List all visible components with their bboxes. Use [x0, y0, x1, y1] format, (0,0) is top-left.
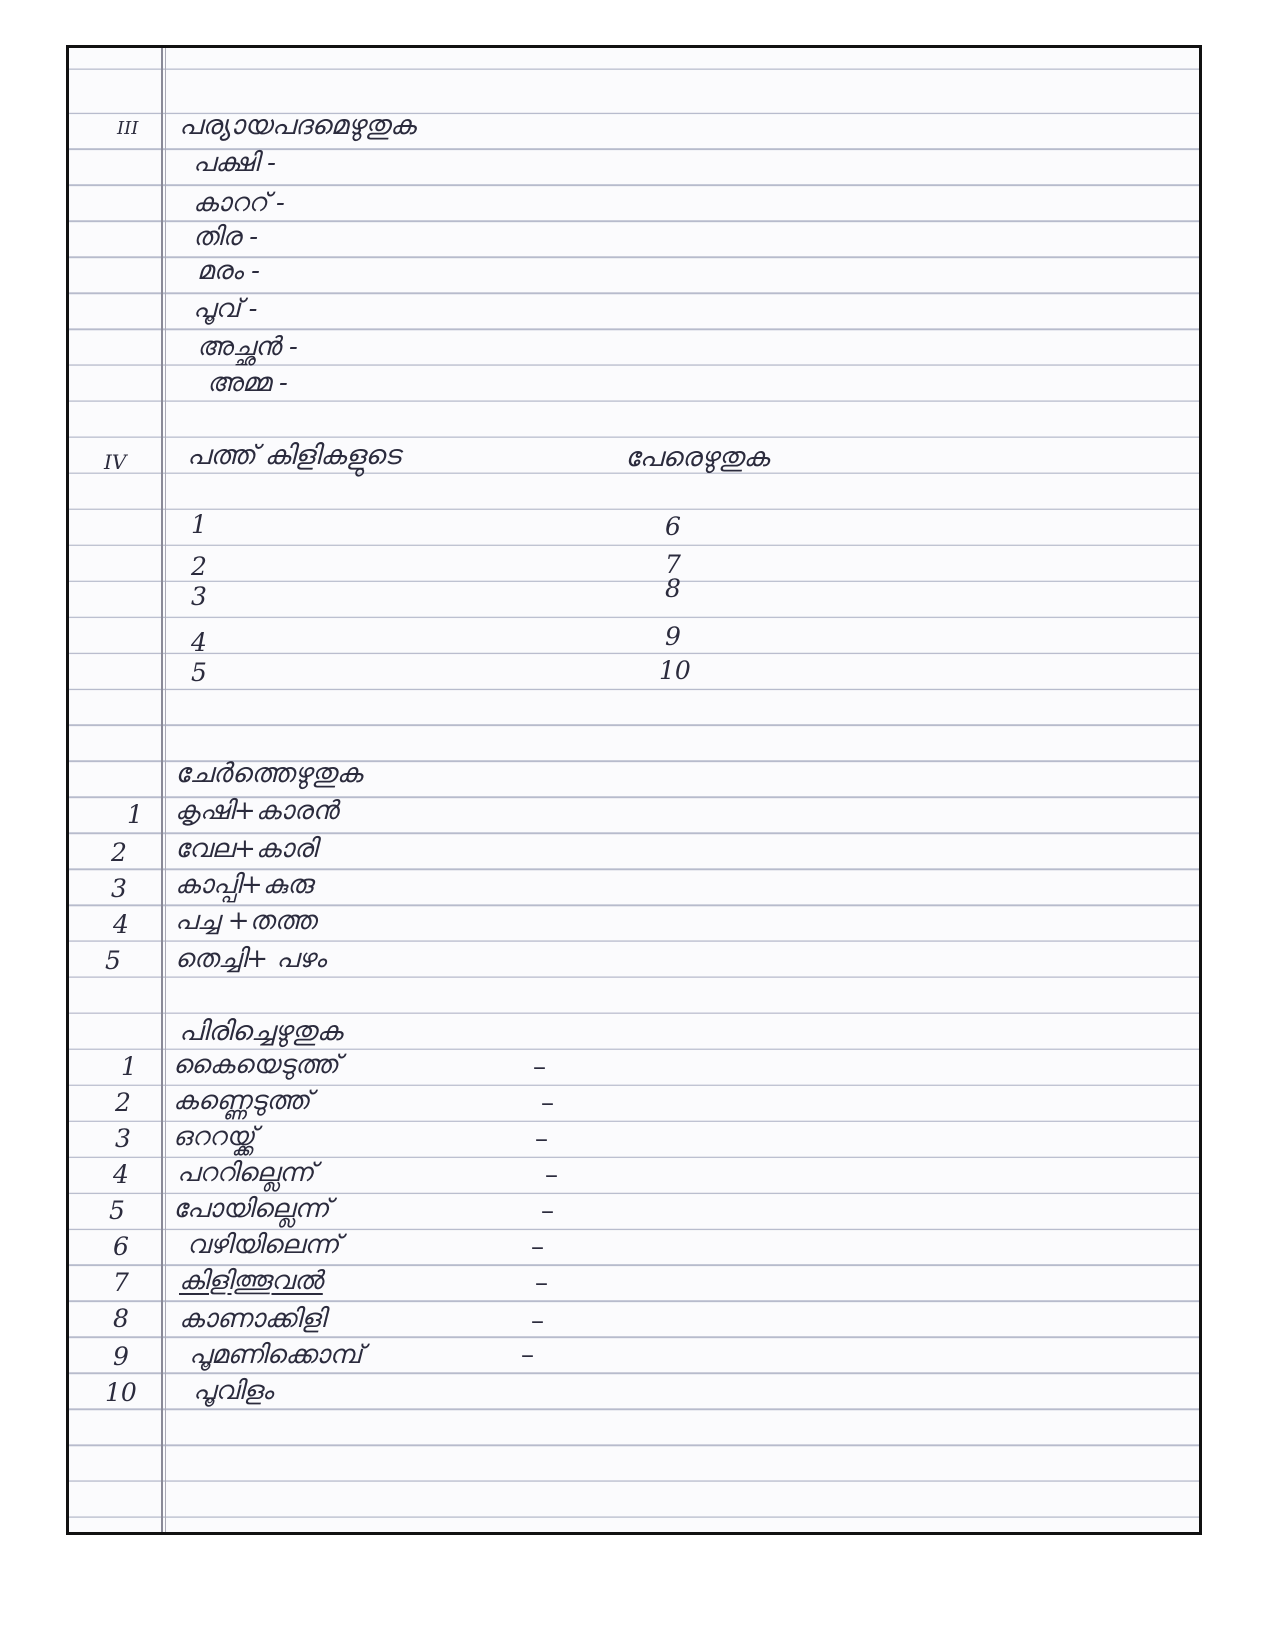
bird-number: 3 — [191, 582, 207, 611]
split-item: കിളിത്തൂവൽ — [179, 1266, 323, 1296]
bird-number: 9 — [665, 622, 681, 651]
bird-number: 8 — [665, 574, 681, 603]
split-number: 3 — [115, 1124, 131, 1153]
split-dash: – — [545, 1160, 558, 1190]
split-number: 9 — [113, 1342, 129, 1371]
split-dash: – — [533, 1052, 546, 1082]
split-item: കാണാക്കിളി — [179, 1304, 326, 1334]
section-3-marker: III — [117, 118, 139, 139]
split-dash: – — [521, 1340, 534, 1370]
synonym-item: മരം - — [197, 256, 260, 286]
synonym-item: പൂവ് - — [193, 294, 258, 324]
synonym-item: അച്ഛൻ - — [197, 332, 298, 362]
margin-line-inner — [165, 48, 166, 1532]
join-item: കൃഷി+കാരൻ — [175, 796, 339, 826]
bird-number: 4 — [191, 628, 207, 657]
join-item: തെച്ചി+ പഴം — [175, 944, 327, 974]
section-6-title: പിരിച്ചെഴുതുക — [179, 1016, 343, 1047]
join-item: കാപ്പി+കുരു — [175, 870, 313, 900]
split-number: 6 — [113, 1232, 129, 1261]
split-dash: – — [535, 1124, 548, 1154]
split-item: പൂമണിക്കൊമ്പ് — [189, 1340, 363, 1370]
section-3-title: പര്യായപദമെഴുതുക — [179, 110, 416, 141]
split-item: കണ്ണെടുത്ത് — [173, 1086, 311, 1116]
split-dash: – — [531, 1306, 544, 1336]
bird-number: 1 — [191, 510, 207, 539]
join-number: 4 — [113, 910, 129, 939]
synonym-item: തിര - — [193, 222, 259, 252]
split-dash: – — [535, 1268, 548, 1298]
split-dash: – — [541, 1196, 554, 1226]
join-number: 3 — [111, 874, 127, 903]
synonym-item: കാററ് - — [193, 188, 285, 218]
split-number: 1 — [121, 1052, 137, 1081]
split-number: 2 — [115, 1088, 131, 1117]
split-dash: – — [531, 1232, 544, 1262]
split-number: 5 — [109, 1196, 125, 1225]
join-number: 1 — [127, 800, 143, 829]
join-number: 5 — [105, 946, 121, 975]
join-number: 2 — [111, 838, 127, 867]
split-number: 4 — [113, 1160, 129, 1189]
split-number: 8 — [113, 1304, 129, 1333]
join-item: പച്ച +തത്ത — [175, 906, 317, 936]
split-number: 7 — [113, 1268, 129, 1297]
bird-number: 2 — [191, 552, 207, 581]
split-item: പൂവിളം — [193, 1376, 274, 1406]
synonym-item: പക്ഷി - — [193, 148, 276, 178]
section-4-title-left: പത്ത് കിളികളുടെ — [187, 440, 401, 471]
split-dash: – — [541, 1088, 554, 1118]
split-item: വഴിയിലെന്ന് — [187, 1230, 340, 1260]
split-item: ഒററയ്ക്ക് — [173, 1122, 255, 1152]
split-item: പോയില്ലെന്ന് — [173, 1194, 330, 1224]
margin-line — [161, 48, 163, 1532]
split-item: പററില്ലെന്ന് — [177, 1158, 315, 1188]
join-item: വേല+കാരി — [175, 834, 317, 864]
bird-number: 10 — [659, 656, 691, 685]
section-5-title: ചേർത്തെഴുതുക — [175, 758, 363, 789]
bird-number: 5 — [191, 658, 207, 687]
notebook-page — [66, 45, 1202, 1535]
section-4-title-right: പേരെഴുതുക — [625, 442, 770, 473]
split-item: കൈയെടുത്ത് — [173, 1050, 339, 1080]
bird-number: 6 — [665, 512, 681, 541]
bird-number: 7 — [665, 550, 681, 579]
section-4-marker: IV — [104, 450, 127, 474]
split-number: 10 — [105, 1378, 137, 1407]
synonym-item: അമ്മ - — [207, 368, 288, 398]
